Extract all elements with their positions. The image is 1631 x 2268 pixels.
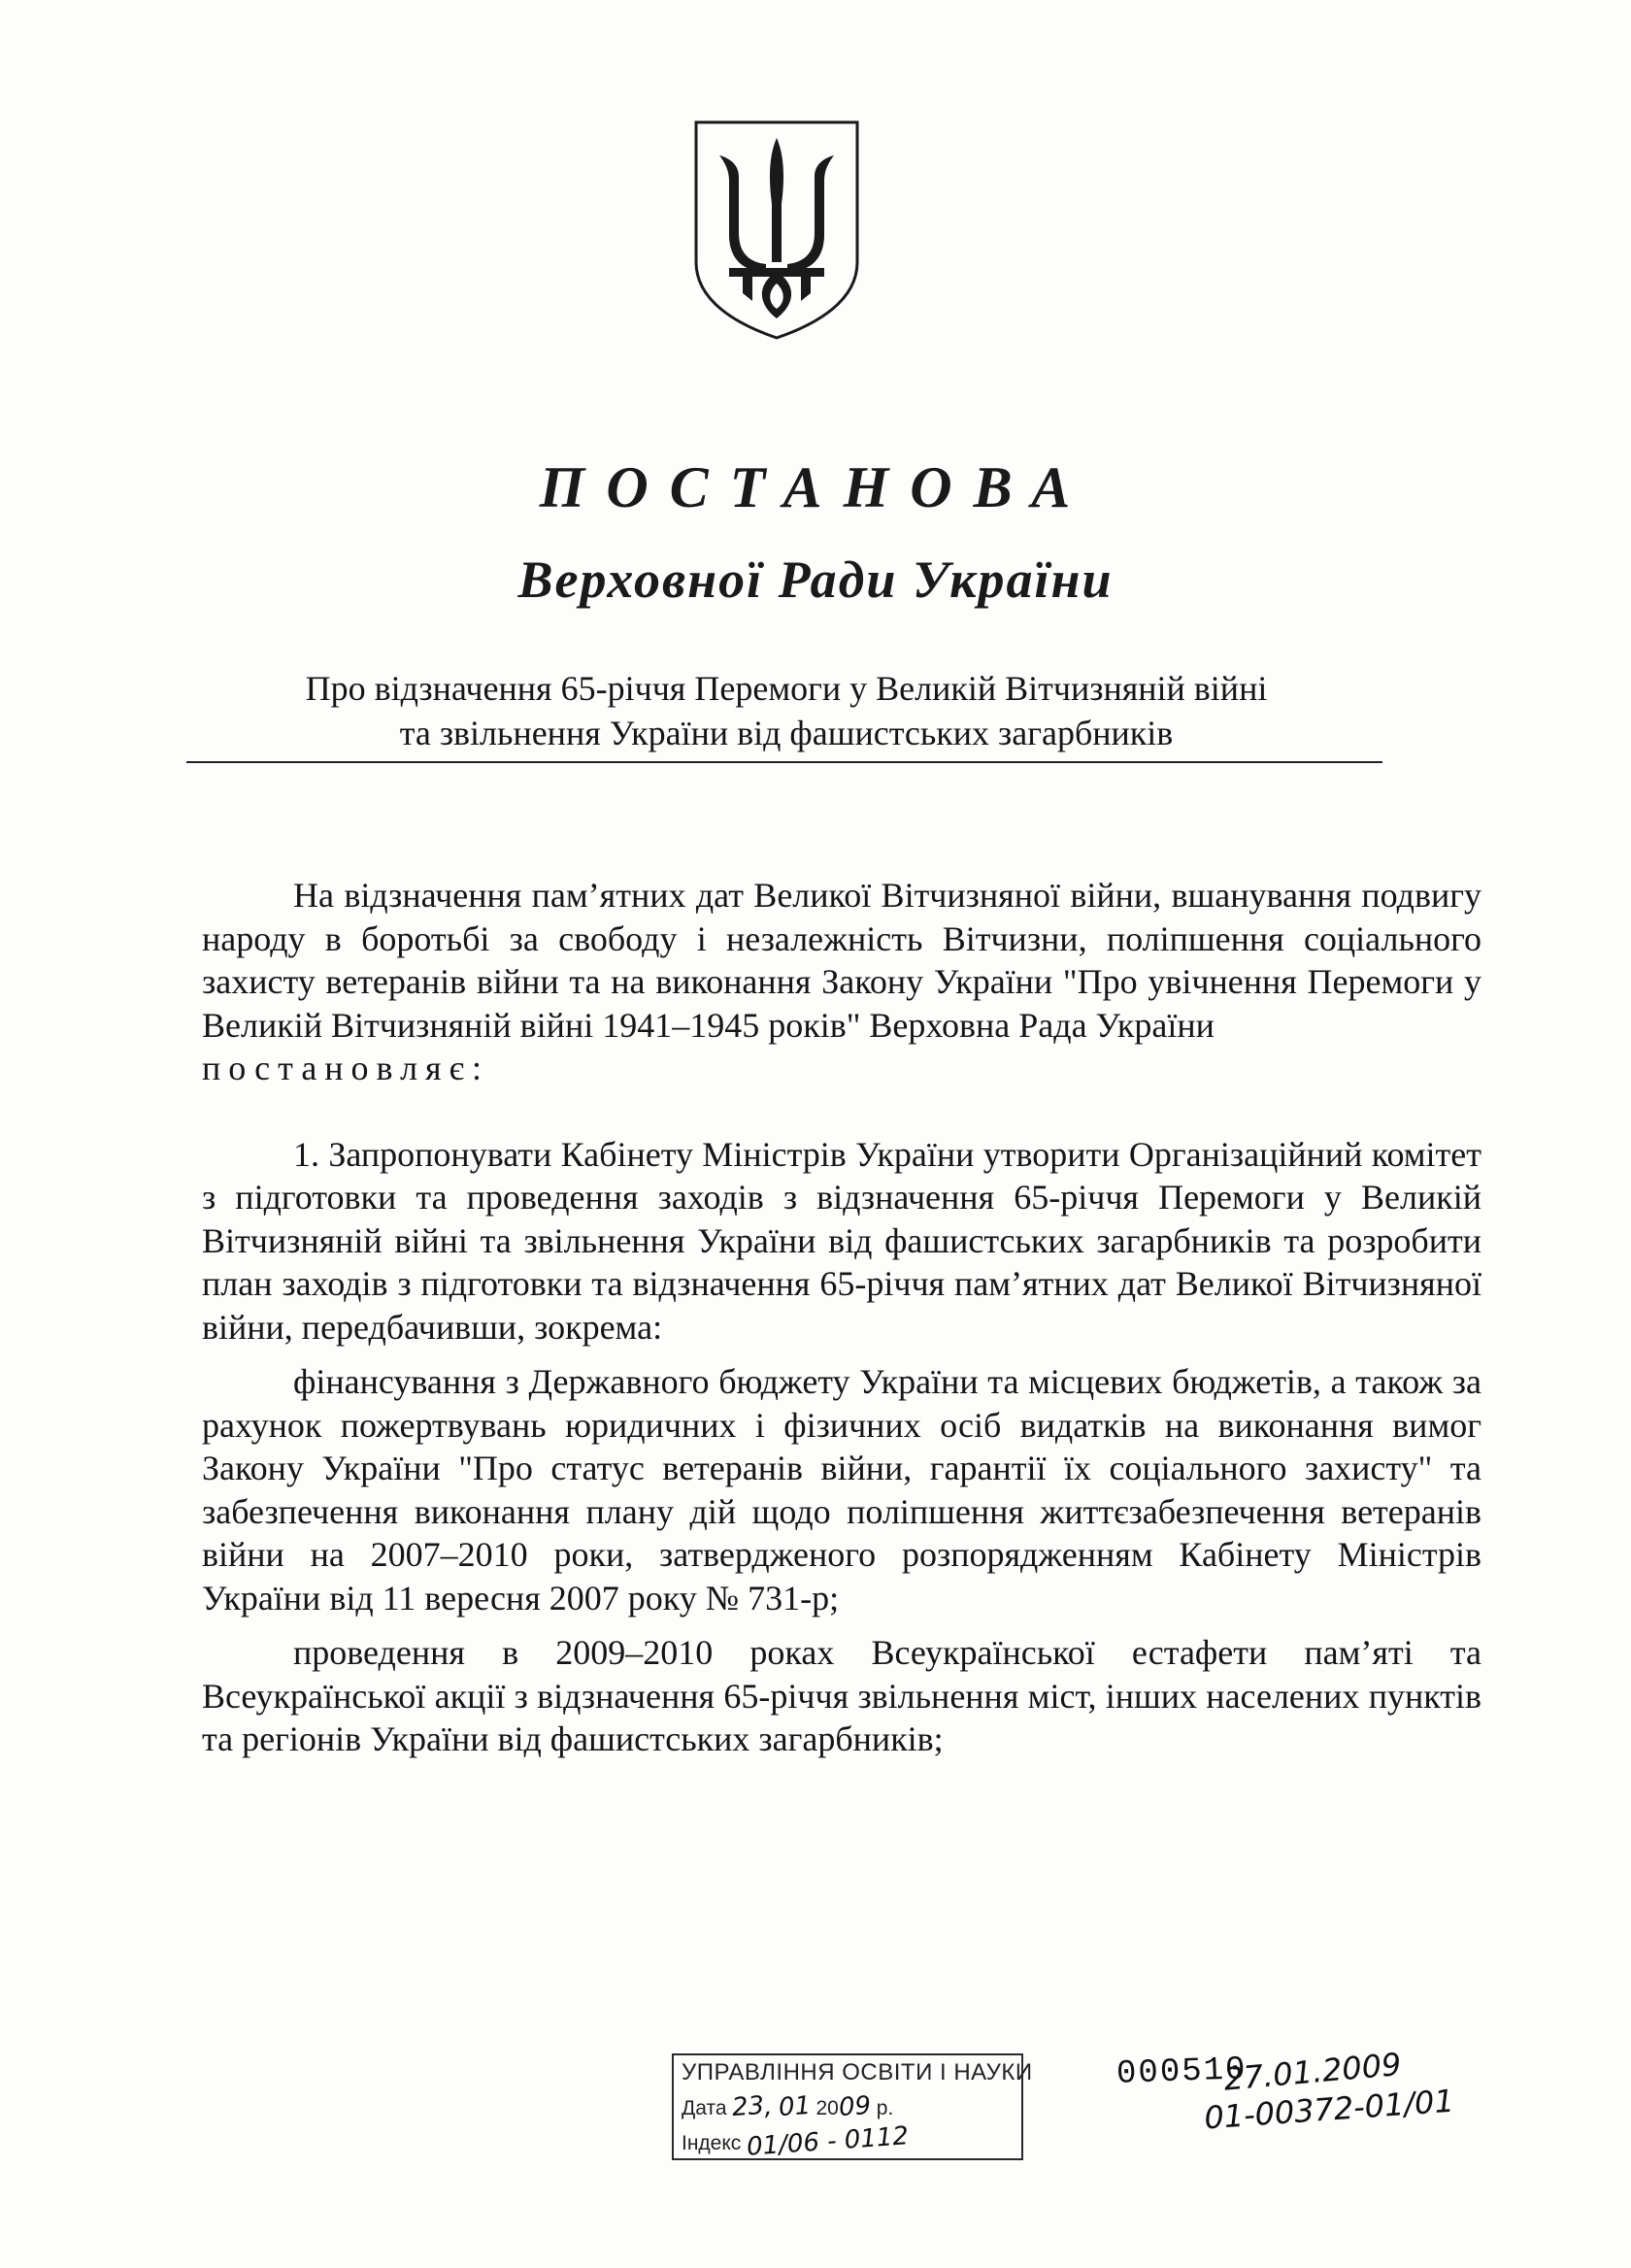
stamp-year-suffix: 09	[837, 2090, 872, 2123]
heading-underline	[186, 761, 1382, 763]
stamp-year-unit: р.	[876, 2097, 894, 2119]
stamp-title: УПРАВЛІННЯ ОСВІТИ І НАУКИ	[682, 2059, 1033, 2085]
stamp-date-day: 23	[731, 2090, 766, 2123]
registration-number: 000510	[1115, 2051, 1248, 2093]
stamp-date-separator: ,	[763, 2091, 774, 2122]
registration-index: 01-00372-01/01	[1203, 2082, 1455, 2137]
trident-coat-of-arms-icon	[690, 117, 863, 342]
stamp-date-label: Дата	[682, 2097, 727, 2119]
stamp-year-prefix: 20	[816, 2097, 839, 2119]
stamp-index-line	[682, 2121, 1014, 2162]
document-heading	[175, 666, 1398, 755]
stamp-date-month: 01	[777, 2090, 812, 2123]
preamble-paragraph: На відзначення пам’ятних дат Великої Вітчизняної війни, вшанування подвигу народу в боротьбі за свободу і незалежність Вітчизни, поліпшення соціального захисту ветеранів війни та на виконання Закону України "Про увічнення Перемоги у Великій Вітчизняній війні 1941–1945 років" Верховна Рада України	[202, 876, 1481, 1045]
stamp-date-line	[682, 2092, 1014, 2121]
stamp-index-label: Індекс	[682, 2132, 742, 2154]
document-title: ПОСТАНОВА	[539, 455, 1092, 519]
heading-line-2: та звільнення України від фашистських загарбників	[399, 714, 1174, 752]
registration-stamp	[672, 2053, 1033, 2162]
item-1-paragraph: 1. Запропонувати Кабінету Міністрів України утворити Організаційний комітет з підготовки та проведення заходів з відзначення 65-річчя Перемоги у Великій Вітчизняній війні та звільнення України від фашистських загарбників та розробити план заходів з підготовки та відзначення 65-річчя пам’ятних дат Великої Вітчизняної війни, передбачивши, зокрема:	[202, 1134, 1481, 1347]
item-1-relay-paragraph: проведення в 2009–2010 роках Всеукраїнської естафети пам’яті та Всеукраїнської акції з відзначення 65-річчя звільнення міст, інших населених пунктів та регіонів України від фашистських загарбників;	[202, 1633, 1481, 1758]
item-1-financing-paragraph: фінансування з Державного бюджету України та місцевих бюджетів, а також за рахунок пожертвувань юридичних і фізичних осіб видатків на виконання вимог Закону України "Про статус ветеранів війни, гарантії їх соціального захисту" та забезпечення виконання плану дій щодо поліпшення життєзабезпечення ветеранів війни на 2007–2010 роки, затвердженого розпорядженням Кабінету Міністрів України від 11 вересня 2007 року № 731-р;	[202, 1362, 1481, 1618]
registration-date: 27.01.2009	[1221, 2045, 1403, 2098]
registration-mark	[1115, 2045, 1553, 2137]
heading-line-1: Про відзначення 65-річчя Перемоги у Великій Вітчизняній війні	[305, 669, 1268, 708]
stamp-index-value: 01/06 - 0112	[746, 2121, 910, 2162]
document-body	[202, 874, 1481, 1761]
resolves-line: постановляє:	[202, 1049, 490, 1087]
issuing-body: Верховної Ради України	[517, 550, 1114, 609]
